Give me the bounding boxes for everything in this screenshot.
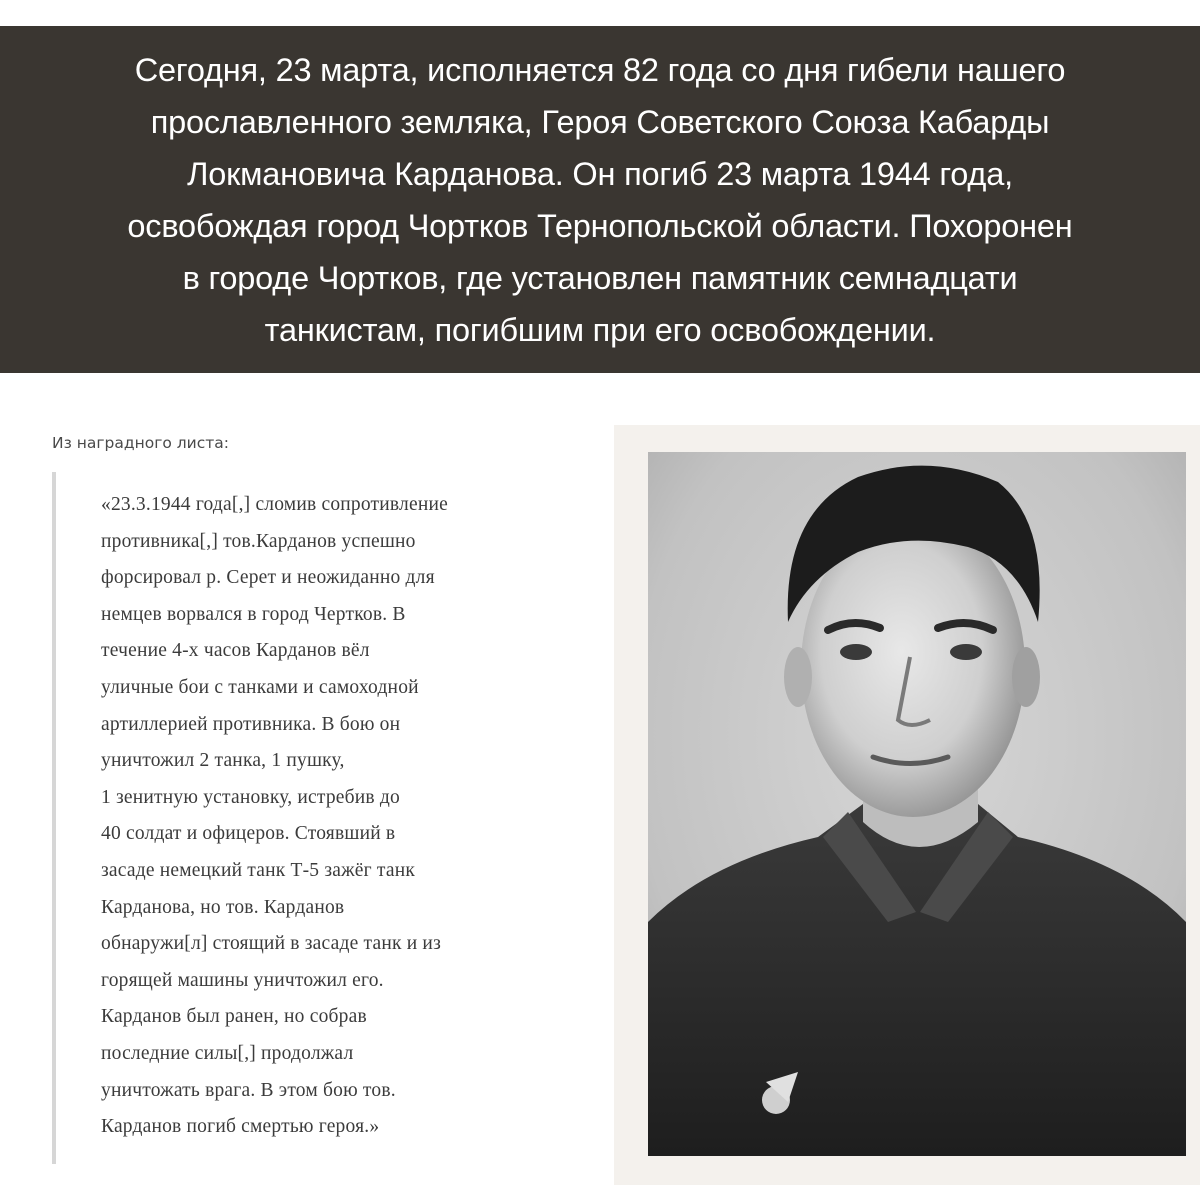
quote-line: уничтожать врага. В этом бою тов. (101, 1079, 396, 1101)
quote-line: течение 4-х часов Карданов вёл (101, 640, 370, 662)
headline-line-1: Сегодня, 23 марта, исполняется 82 года со дня гибели нашего (134, 51, 1066, 88)
portrait-photo (648, 452, 1186, 1156)
quote-line: горящей машины уничтожил его. (101, 969, 384, 991)
quote-line: немцев ворвался в город Чертков. В (101, 603, 406, 625)
award-sheet-quote (101, 487, 448, 1146)
headline-line-4: освобождая город Чортков Тернопольской области. Похоронен (127, 207, 1073, 244)
quote-line: артиллерией противника. В бою он (101, 713, 401, 735)
quote-line: «23.3.1944 года[,] сломив сопротивление (101, 494, 448, 515)
headline-banner (0, 26, 1200, 373)
headline-line-3: Локмановича Карданова. Он погиб 23 марта 1944 года, (187, 155, 1013, 192)
quote-line: уличные бои с танками и самоходной (101, 676, 419, 698)
blockquote-bar (52, 472, 56, 1164)
quote-line: обнаружи[л] стоящий в засаде танк и из (101, 933, 441, 955)
quote-line: Карданов погиб смертью героя.» (101, 1116, 380, 1138)
quote-line: уничтожил 2 танка, 1 пушку, (101, 750, 345, 772)
quote-line: 1 зенитную установку, истребив до (101, 786, 400, 808)
quote-line: засаде немецкий танк Т-5 зажёг танк (101, 859, 416, 881)
quote-line: 40 солдат и офицеров. Стоявший в (101, 823, 396, 845)
quote-line: Карданов был ранен, но собрав (101, 1006, 367, 1028)
quote-line: форсировал р. Серет и неожиданно для (101, 567, 435, 589)
headline-line-2: прославленного земляка, Героя Советского Союза Кабарды (150, 103, 1050, 140)
headline-line-5: в городе Чортков, где установлен памятник семнадцати (182, 259, 1018, 296)
quote-line: Карданова, но тов. Карданов (101, 896, 345, 918)
headline-line-6: танкистам, погибшим при его освобождении. (264, 311, 936, 348)
quote-line: последние силы[,] продолжал (101, 1042, 354, 1064)
quote-line: противника[,] тов.Карданов успешно (101, 530, 416, 552)
award-sheet-caption: Из наградного листа: (52, 434, 230, 452)
